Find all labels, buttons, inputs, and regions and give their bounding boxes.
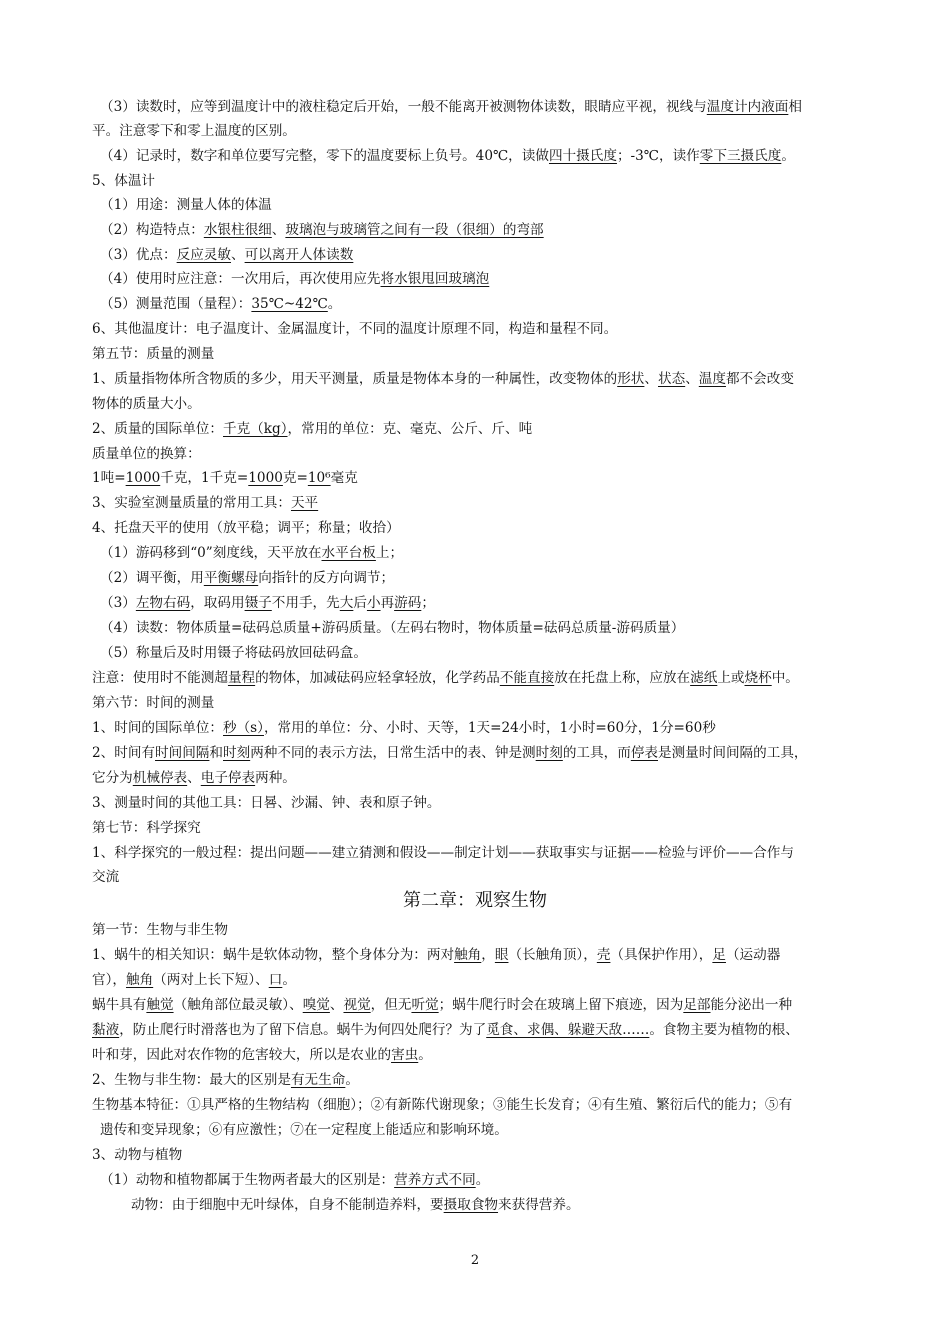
text-segment: 叶和芽，因此对农作物的危害较大，所以是农业的 (92, 1047, 392, 1063)
page-number: 2 (470, 1253, 480, 1268)
text-segment: 遗传和变异现象；⑥有应激性；⑦在一定程度上能适应和影响环境。 (100, 1122, 508, 1138)
text-segment: 动物：由于细胞中无叶绿体，自身不能制造养料，要 (131, 1197, 444, 1213)
underlined-answer: 温度 (698, 371, 726, 387)
text-segment: 1、质量指物体所含物质的多少，用天平测量，质量是物体本身的一种属性，改变物体的 (92, 371, 618, 387)
underlined-answer: 1000 (125, 470, 161, 486)
text-segment: 2、生物与非生物：最大的区别是 (92, 1072, 291, 1088)
text-line (100, 644, 860, 662)
underlined-answer: 形状 (617, 371, 645, 387)
underlined-answer: 反应灵敏 (176, 247, 231, 263)
text-line (100, 1121, 860, 1139)
text-segment: 相 (788, 99, 802, 115)
text-segment: 都不会改变 (725, 371, 794, 387)
underlined-answer: 营养方式不同 (394, 1172, 476, 1188)
underlined-answer: 10⁶ (307, 470, 331, 486)
underlined-answer: 口 (268, 972, 283, 988)
text-segment: 1、科学探究的一般过程：提出问题——建立猜测和假设——制定计划——获取事实与证据——检验与评价——合作与 (92, 845, 794, 861)
text-line (92, 1146, 852, 1164)
text-segment: 4、托盘天平的使用（放平稳；调平；称量；收拾） (92, 520, 400, 536)
text-segment: 1吨= (92, 470, 126, 486)
text-segment: 交流 (92, 869, 120, 885)
underlined-answer: 滤纸 (690, 670, 718, 686)
text-segment: 的工具，而 (562, 745, 631, 761)
text-segment: ，但无 (370, 997, 412, 1013)
text-segment: 5、体温计 (92, 173, 156, 189)
text-segment: 。 (418, 1047, 432, 1063)
underlined-answer: 触角 (125, 972, 154, 988)
underlined-answer: 游码 (394, 595, 422, 611)
text-line (92, 844, 852, 862)
underlined-answer: 四十摄氏度 (548, 148, 617, 164)
text-segment: 、 (685, 371, 699, 387)
text-segment: ；-3℃，读作 (616, 148, 700, 164)
underlined-answer: 壳 (596, 947, 611, 963)
text-segment: 两种不同的表示方法，日常生活中的表、钟是测 (250, 745, 536, 761)
underlined-answer: 听觉 (411, 997, 439, 1013)
text-line (92, 996, 852, 1014)
text-line (100, 594, 860, 612)
text-segment: 。食物主要为植物的根、 (649, 1022, 799, 1038)
text-segment: （3）优点： (100, 247, 177, 263)
text-segment: 是测量时间间隔的工具， (658, 745, 808, 761)
text-line (92, 1021, 852, 1039)
text-line (92, 794, 852, 812)
text-segment: 的物体，加减砝码应轻拿轻放，化学药品 (255, 670, 500, 686)
text-line (92, 172, 852, 190)
text-segment: （1）游码移到“0”刻度线，天平放在 (100, 545, 322, 561)
underlined-answer: 触角 (454, 947, 482, 963)
text-line (92, 744, 852, 762)
underlined-answer: 足部 (683, 997, 711, 1013)
text-segment: 、 (271, 222, 286, 238)
underlined-answer: 电子停表 (200, 770, 256, 786)
underlined-answer: 左物右码 (135, 595, 191, 611)
text-segment: ；蜗牛爬行时会在玻璃上留下痕迹，因为 (438, 997, 684, 1013)
text-segment: 注意：使用时不能测超 (92, 670, 228, 686)
underlined-answer: 天平 (290, 495, 319, 511)
text-line (92, 971, 852, 989)
text-segment: （2）构造特点： (100, 222, 204, 238)
text-line (92, 946, 852, 964)
text-segment: 克= (282, 470, 308, 486)
text-segment: ，常用的单位：分、小时、天等，1天=24小时，1小时=60分，1分=60秒 (263, 720, 716, 736)
text-segment: 蜗牛具有 (92, 997, 147, 1013)
text-line (92, 445, 852, 463)
underlined-answer: 时间间隔 (155, 745, 210, 761)
underlined-answer: 可以离开人体读数 (244, 247, 354, 263)
text-segment: ，防止爬行时滑落也为了留下信息。蜗牛为何四处爬行？为了 (119, 1022, 487, 1038)
underlined-answer: 零下三摄氏度 (699, 148, 782, 164)
text-segment: 能分泌出一种 (710, 997, 793, 1013)
text-segment: （两对上长下短）、 (153, 972, 269, 988)
text-segment: 第一节：生物与非生物 (92, 922, 228, 938)
underlined-answer: 千克（kg） (223, 421, 288, 437)
text-segment: 第六节：时间的测量 (92, 695, 215, 711)
underlined-answer: 小 (366, 595, 381, 611)
text-segment: 毫克 (330, 470, 358, 486)
text-line (100, 196, 860, 214)
text-segment: ，常用的单位：克、毫克、公斤、斤、吨 (287, 421, 533, 437)
underlined-answer: 嗅觉 (302, 997, 330, 1013)
text-segment: 1、蜗牛的相关知识：蜗牛是软体动物，整个身体分为：两对 (92, 947, 455, 963)
text-line (92, 694, 852, 712)
text-segment: （2）调平衡，用 (100, 570, 204, 586)
text-line (92, 669, 852, 687)
text-segment: 平。注意零下和零上温度的区别。 (92, 123, 296, 139)
text-segment: 6、其他温度计：电子温度计、金属温度计，不同的温度计原理不同，构造和量程不同。 (92, 321, 618, 337)
text-segment: 不用手，先 (271, 595, 340, 611)
underlined-answer: 温度计内液面 (706, 99, 789, 115)
text-segment: 千克，1千克= (160, 470, 249, 486)
text-segment: 质量单位的换算： (92, 446, 201, 462)
underlined-answer: 黏液 (92, 1022, 120, 1038)
text-segment: （触角部位最灵敏）、 (173, 997, 303, 1013)
underlined-answer: 水平台板 (321, 545, 376, 561)
text-segment: 2、质量的国际单位： (92, 421, 223, 437)
text-segment: 3、动物与植物 (92, 1147, 183, 1163)
text-segment: 。 (327, 296, 342, 312)
underlined-answer: 秒（s） (223, 720, 264, 736)
underlined-answer: 机械停表 (132, 770, 188, 786)
text-line (92, 921, 852, 939)
text-segment: 它分为 (92, 770, 133, 786)
underlined-answer: 1000 (248, 470, 283, 486)
underlined-answer: 摄取食物 (443, 1197, 499, 1213)
text-segment: 生物基本特征：①具严格的生物结构（细胞）；②有新陈代谢现象；③能生长发育；④有生殖、繁衍后代的能力；⑤有 (92, 1097, 793, 1113)
text-segment: 中。 (771, 670, 799, 686)
underlined-answer: 不能直接 (499, 670, 555, 686)
text-segment: （3）读数时，应等到温度计中的液柱稳定后开始，一般不能离开被测物体读数，眼睛应平视，视线与 (100, 99, 707, 115)
text-line (100, 221, 860, 239)
underlined-answer: 镊子 (244, 595, 272, 611)
underlined-answer: 平衡螺母 (203, 570, 259, 586)
text-segment: 上或 (717, 670, 745, 686)
text-segment: （3） (100, 595, 136, 611)
text-segment: 、 (187, 770, 201, 786)
text-line (92, 395, 852, 413)
underlined-answer: 烧杯 (744, 670, 772, 686)
text-line (92, 370, 852, 388)
text-line (92, 819, 852, 837)
text-segment: 3、实验室测量质量的常用工具： (92, 495, 291, 511)
text-segment: 3、测量时间的其他工具：日晷、沙漏、钟、表和原子钟。 (92, 795, 441, 811)
text-line (92, 769, 852, 787)
text-line (92, 1071, 852, 1089)
text-line (100, 619, 860, 637)
underlined-answer: 觅食、求偶、躲避天敌…… (486, 1022, 650, 1038)
text-segment: （5）称量后及时用镊子将砝码放回砝码盒。 (100, 645, 367, 661)
text-line (100, 270, 860, 288)
underlined-answer: 时刻 (223, 745, 251, 761)
text-line (92, 345, 852, 363)
text-segment: 官）， (92, 972, 126, 988)
text-segment: 、 (329, 997, 344, 1013)
underlined-answer: 玻璃泡与玻璃管之间有一段（很细）的弯部 (285, 222, 544, 238)
text-line (92, 420, 852, 438)
text-line (131, 1196, 891, 1214)
text-segment: 两种。 (255, 770, 296, 786)
text-line (92, 320, 852, 338)
text-line (100, 1171, 860, 1189)
text-segment: ； (421, 595, 435, 611)
text-line (100, 98, 860, 116)
text-line (92, 469, 852, 487)
text-segment: （1）用途：测量人体的体温 (100, 197, 272, 213)
text-segment: 来获得营养。 (498, 1197, 580, 1213)
text-segment: 。 (475, 1172, 490, 1188)
text-segment: 第五节：质量的测量 (92, 346, 215, 362)
text-line (92, 494, 852, 512)
text-segment: 放在托盘上称，应放在 (554, 670, 691, 686)
text-segment: （5）测量范围（量程）： (100, 296, 252, 312)
underlined-answer: 害虫 (391, 1047, 419, 1063)
text-segment: 2、时间有 (92, 745, 156, 761)
text-line (92, 868, 852, 886)
underlined-answer: 将水银甩回玻璃泡 (380, 271, 490, 287)
underlined-answer: 水银柱很细 (203, 222, 272, 238)
text-line (92, 1046, 852, 1064)
text-segment: ， (481, 947, 495, 963)
text-line (92, 719, 852, 737)
underlined-answer: 时刻 (535, 745, 563, 761)
text-segment: 、 (231, 247, 245, 263)
underlined-answer: 状态 (658, 371, 686, 387)
text-segment: ，取码用 (190, 595, 245, 611)
text-segment: 、 (644, 371, 658, 387)
text-segment: 再 (380, 595, 395, 611)
underlined-answer: 量程 (227, 670, 256, 686)
text-segment: 物体的质量大小。 (92, 396, 201, 412)
underlined-answer: 眼 (494, 947, 509, 963)
text-line (92, 519, 852, 537)
text-segment: （长触角顶）， (508, 947, 597, 963)
text-segment: 和 (209, 745, 223, 761)
underlined-answer: 触觉 (146, 997, 174, 1013)
text-line (100, 147, 860, 165)
underlined-answer: 视觉 (343, 997, 371, 1013)
text-segment: （4）使用时应注意：一次用后，再次使用应先 (100, 271, 381, 287)
underlined-answer: 大 (339, 595, 354, 611)
underlined-answer: 有无生命 (290, 1072, 346, 1088)
text-segment: 向指针的反方向调节； (258, 570, 395, 586)
text-line (92, 122, 852, 140)
underlined-answer: 35℃~42℃ (251, 296, 328, 312)
text-segment: 第七节：科学探究 (92, 820, 201, 836)
underlined-answer: 停表 (630, 745, 658, 761)
text-line (100, 544, 860, 562)
text-segment: （4）记录时，数字和单位要写完整，零下的温度要标上负号。40℃，读做 (100, 148, 549, 164)
text-segment: 。 (282, 972, 296, 988)
text-segment: 1、时间的国际单位： (92, 720, 223, 736)
text-segment: 后 (353, 595, 367, 611)
text-line (100, 569, 860, 587)
text-segment: 。 (345, 1072, 359, 1088)
underlined-answer: 足 (712, 947, 726, 963)
chapter-heading: 第二章：观察生物 (403, 890, 547, 911)
text-segment: （1）动物和植物都属于生物两者最大的区别是： (100, 1172, 395, 1188)
text-segment: 上； (375, 545, 404, 561)
text-segment: 。 (781, 148, 795, 164)
text-segment: （运动器 (725, 947, 781, 963)
text-segment: （4）读数：物体质量=砝码总质量+游码质量。（左码右物时，物体质量=砝码总质量-游码质量） (100, 620, 685, 636)
text-line (100, 246, 860, 264)
text-line (100, 295, 860, 313)
text-line (92, 1096, 852, 1114)
text-segment: （具保护作用）， (610, 947, 713, 963)
